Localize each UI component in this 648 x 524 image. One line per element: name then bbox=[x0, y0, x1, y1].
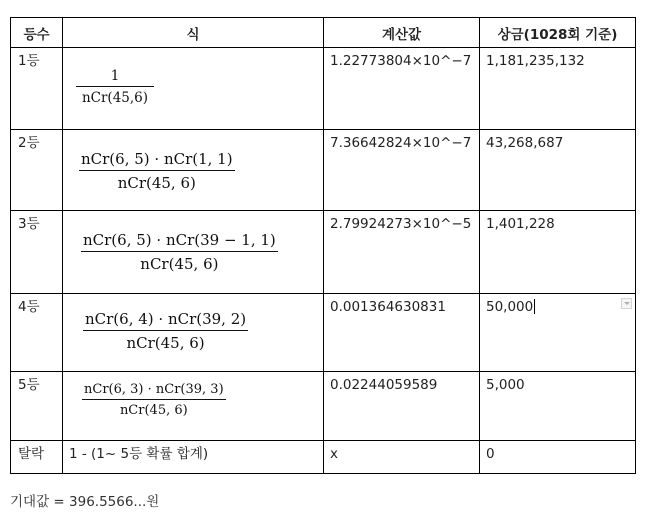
value-cell[interactable] bbox=[324, 372, 480, 441]
formula-fraction bbox=[81, 231, 278, 273]
prize-amount: 1,181,235,132 bbox=[486, 53, 585, 69]
prize-cell[interactable] bbox=[480, 48, 636, 130]
table-row bbox=[11, 211, 636, 294]
formula-numerator: 1 bbox=[76, 68, 154, 87]
formula-cell[interactable] bbox=[63, 211, 324, 294]
formula-numerator: nCr(6, 5) · nCr(39 − 1, 1) bbox=[81, 231, 278, 252]
computed-value: 0.02244059589 bbox=[330, 377, 438, 393]
header-rank: 등수 bbox=[11, 18, 63, 48]
value-cell[interactable] bbox=[324, 294, 480, 372]
rank-label: 2등 bbox=[18, 135, 40, 151]
table-row bbox=[11, 372, 636, 441]
formula-fraction bbox=[76, 68, 154, 106]
rank-cell[interactable] bbox=[11, 130, 63, 211]
formula-text: 1 - (1~ 5등 확률 합계) bbox=[69, 446, 209, 462]
header-value: 계산값 bbox=[324, 18, 480, 48]
formula-cell[interactable] bbox=[63, 130, 324, 211]
formula-fraction bbox=[79, 150, 235, 192]
table-row bbox=[11, 48, 636, 130]
rank-cell[interactable] bbox=[11, 211, 63, 294]
formula-fraction bbox=[83, 310, 248, 352]
lottery-probability-table bbox=[10, 17, 636, 474]
text-cursor bbox=[534, 299, 535, 314]
rank-label: 탈락 bbox=[18, 446, 45, 462]
prize-cell-editing[interactable] bbox=[480, 294, 636, 372]
computed-value: 7.36642824×10^−7 bbox=[330, 135, 472, 151]
header-prize: 상금(1028회 기준) bbox=[480, 18, 636, 48]
value-cell[interactable] bbox=[324, 130, 480, 211]
rank-cell[interactable] bbox=[11, 294, 63, 372]
formula-fraction bbox=[82, 382, 226, 418]
prize-amount: 5,000 bbox=[486, 377, 525, 393]
value-cell[interactable] bbox=[324, 211, 480, 294]
table-row bbox=[11, 130, 636, 211]
prize-cell[interactable] bbox=[480, 211, 636, 294]
formula-denominator: nCr(45,6) bbox=[81, 90, 149, 106]
formula-denominator: nCr(45, 6) bbox=[119, 403, 188, 418]
formula-numerator: nCr(6, 5) · nCr(1, 1) bbox=[79, 150, 235, 171]
rank-cell[interactable] bbox=[11, 48, 63, 130]
formula-numerator: nCr(6, 3) · nCr(39, 3) bbox=[82, 382, 226, 400]
rank-label: 1등 bbox=[18, 53, 40, 69]
formula-cell[interactable] bbox=[63, 372, 324, 441]
prize-cell[interactable] bbox=[480, 130, 636, 211]
rank-label: 3등 bbox=[18, 216, 40, 232]
header-row bbox=[11, 18, 636, 48]
computed-value: x bbox=[330, 446, 338, 462]
formula-cell[interactable] bbox=[63, 294, 324, 372]
table-row bbox=[11, 294, 636, 372]
header-formula: 식 bbox=[63, 18, 324, 48]
expected-value-note: 기대값 = 396.5566...원 bbox=[10, 494, 160, 510]
formula-numerator: nCr(6, 4) · nCr(39, 2) bbox=[83, 310, 248, 331]
computed-value: 2.79924273×10^−5 bbox=[330, 216, 472, 232]
prize-amount: 50,000 bbox=[486, 299, 534, 315]
prize-cell[interactable] bbox=[480, 441, 636, 474]
formula-cell[interactable] bbox=[63, 48, 324, 130]
prize-amount: 1,401,228 bbox=[486, 216, 555, 232]
formula-denominator: nCr(45, 6) bbox=[117, 174, 196, 192]
value-cell[interactable] bbox=[324, 48, 480, 130]
value-cell[interactable] bbox=[324, 441, 480, 474]
formula-denominator: nCr(45, 6) bbox=[126, 334, 205, 352]
rank-cell[interactable] bbox=[11, 441, 63, 474]
formula-cell[interactable] bbox=[63, 441, 324, 474]
table-row bbox=[11, 441, 636, 474]
prize-amount: 0 bbox=[486, 446, 495, 462]
cell-dropdown-icon[interactable] bbox=[621, 298, 632, 309]
rank-label: 4등 bbox=[18, 299, 40, 315]
rank-label: 5등 bbox=[18, 377, 40, 393]
rank-cell[interactable] bbox=[11, 372, 63, 441]
formula-denominator: nCr(45, 6) bbox=[140, 255, 219, 273]
computed-value: 1.22773804×10^−7 bbox=[330, 53, 472, 69]
prize-cell[interactable] bbox=[480, 372, 636, 441]
computed-value: 0.001364630831 bbox=[330, 299, 446, 315]
prize-amount: 43,268,687 bbox=[486, 135, 564, 151]
